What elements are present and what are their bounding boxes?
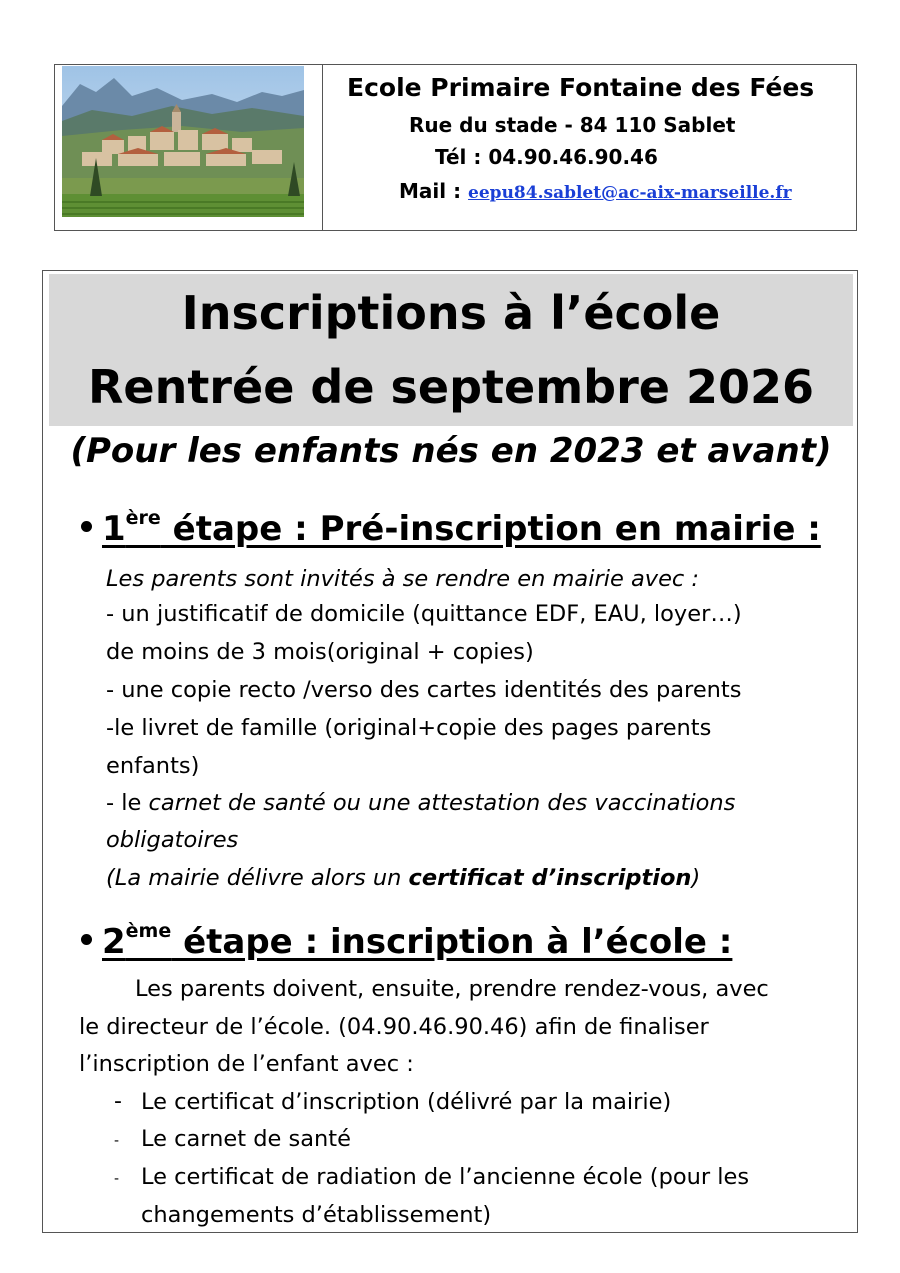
school-mail xyxy=(399,179,792,203)
step1-note xyxy=(106,865,700,891)
step1-line-italic: carnet de santé ou une attestation des vaccinations xyxy=(148,790,736,816)
dash-icon: - xyxy=(114,1089,122,1114)
dash-icon: - xyxy=(114,1133,120,1149)
step1-line: enfants) xyxy=(106,753,200,779)
step1-line: - une copie recto /verso des cartes identités des parents xyxy=(106,677,742,703)
page-title: Inscriptions à l’école xyxy=(181,286,721,340)
list-item: Le carnet de santé xyxy=(141,1126,351,1152)
step2-ordinal: ème xyxy=(125,919,172,942)
bullet-icon xyxy=(81,521,92,532)
step1-number: 1 xyxy=(102,509,126,549)
school-address: Rue du stade - 84 110 Sablet xyxy=(409,113,736,137)
school-header xyxy=(54,64,857,231)
step1-line-prefix: - le xyxy=(106,790,149,816)
bullet-icon xyxy=(81,934,92,945)
note-bold: certificat d’inscription xyxy=(408,865,692,891)
step2-paragraph: le directeur de l’école. (04.90.46.90.46) afin de finaliser xyxy=(79,1014,709,1040)
step1-line: de moins de 3 mois(original + copies) xyxy=(106,639,534,665)
step1-heading xyxy=(81,506,821,549)
page-title-year: Rentrée de septembre 2026 xyxy=(87,360,815,414)
step1-ordinal: ère xyxy=(125,506,161,529)
village-landscape-photo xyxy=(62,66,304,217)
mail-label: Mail : xyxy=(399,179,462,203)
note-prefix: (La mairie délivre alors un xyxy=(106,865,409,891)
page-subtitle: (Pour les enfants nés en 2023 et avant) xyxy=(70,431,832,471)
school-phone: Tél : 04.90.46.90.46 xyxy=(435,145,658,169)
note-suffix: ) xyxy=(691,865,701,891)
step1-intro: Les parents sont invités à se rendre en mairie avec : xyxy=(106,566,700,592)
step1-line: -le livret de famille (original+copie des pages parents xyxy=(106,715,712,741)
mail-link[interactable]: eepu84.sablet@ac-aix-marseille.fr xyxy=(468,183,792,203)
step2-number: 2 xyxy=(102,922,126,962)
step2-heading-text: étape : inscription à l’école : xyxy=(171,922,733,962)
header-divider xyxy=(322,65,323,230)
list-item: Le certificat de radiation de l’ancienne école (pour les xyxy=(141,1164,750,1190)
list-item: Le certificat d’inscription (délivré par la mairie) xyxy=(141,1089,672,1115)
step1-line: - un justificatif de domicile (quittance EDF, EAU, loyer…) xyxy=(106,601,742,627)
title-band xyxy=(49,274,853,426)
step1-heading-text: étape : Pré-inscription en mairie : xyxy=(160,509,821,549)
list-item-continued: changements d’établissement) xyxy=(141,1202,492,1228)
dash-icon: - xyxy=(114,1171,120,1187)
step2-paragraph: l’inscription de l’enfant avec : xyxy=(79,1051,414,1077)
step1-line xyxy=(106,790,735,816)
step2-heading xyxy=(81,919,733,962)
school-name: Ecole Primaire Fontaine des Fées xyxy=(347,73,815,102)
enrollment-notice xyxy=(42,270,858,1233)
step2-paragraph: Les parents doivent, ensuite, prendre rendez-vous, avec xyxy=(135,976,769,1002)
step1-line: obligatoires xyxy=(106,827,239,853)
